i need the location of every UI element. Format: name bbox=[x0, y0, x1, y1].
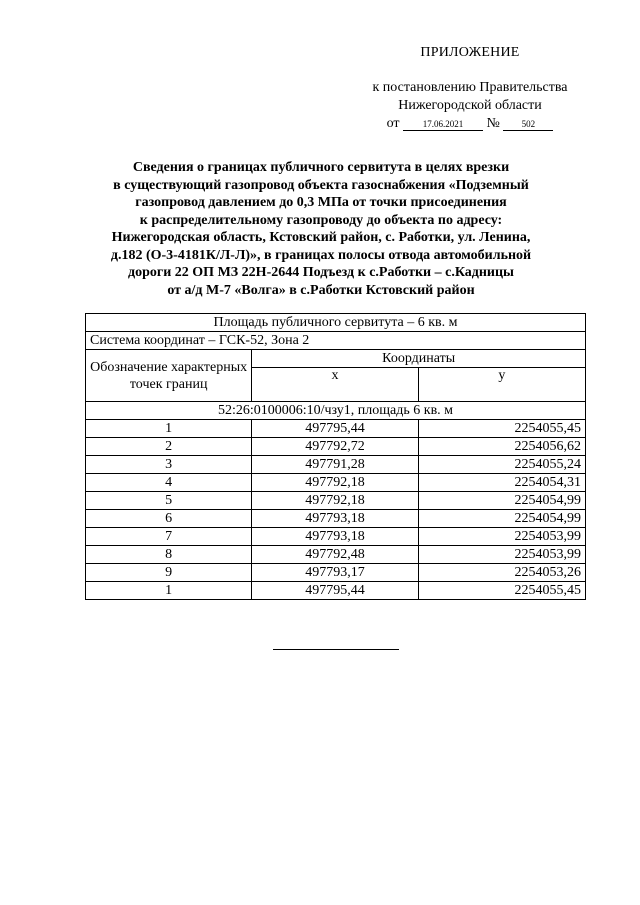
cell-x: 497793,18 bbox=[252, 510, 418, 528]
cell-point: 2 bbox=[86, 438, 252, 456]
cell-x: 497793,18 bbox=[252, 528, 418, 546]
cell-y: 2254054,31 bbox=[418, 474, 585, 492]
system-row bbox=[86, 332, 586, 350]
coordinates-table bbox=[85, 313, 586, 600]
cell-y: 2254055,45 bbox=[418, 582, 585, 600]
appendix-line-1: к постановлению Правительства bbox=[372, 80, 568, 95]
cell-y: 2254056,62 bbox=[418, 438, 585, 456]
cell-x: 497792,18 bbox=[252, 492, 418, 510]
cell-x: 497792,18 bbox=[252, 474, 418, 492]
area-row bbox=[86, 314, 586, 332]
header-x-cell: x bbox=[252, 368, 418, 402]
header-coords-cell: Координаты bbox=[252, 350, 586, 368]
appendix-date-line bbox=[340, 115, 600, 133]
cell-x: 497791,28 bbox=[252, 456, 418, 474]
heading-line: Сведения о границах публичного сервитута в целях врезки bbox=[132, 160, 510, 175]
table-row bbox=[86, 564, 586, 582]
cell-point: 4 bbox=[86, 474, 252, 492]
cell-x: 497793,17 bbox=[252, 564, 418, 582]
table-row bbox=[86, 510, 586, 528]
appendix-block bbox=[340, 44, 600, 133]
cell-x: 497792,72 bbox=[252, 438, 418, 456]
cell-y: 2254054,99 bbox=[418, 492, 585, 510]
cell-point: 1 bbox=[86, 420, 252, 438]
heading-line: газопровод давлением до 0,3 МПа от точки присоединения bbox=[135, 195, 507, 210]
heading-line: дороги 22 ОП МЗ 22Н-2644 Подъезд к с.Работки – с.Кадницы bbox=[128, 265, 514, 280]
document-heading bbox=[90, 159, 552, 299]
cell-point: 7 bbox=[86, 528, 252, 546]
table-row bbox=[86, 456, 586, 474]
cell-x: 497795,44 bbox=[252, 582, 418, 600]
table-row bbox=[86, 528, 586, 546]
cell-point: 3 bbox=[86, 456, 252, 474]
date-prefix: от bbox=[386, 116, 400, 131]
date-value: 17.06.2021 bbox=[403, 118, 483, 131]
header-y-cell: y bbox=[418, 368, 585, 402]
parcel-row bbox=[86, 402, 586, 420]
cell-x: 497792,48 bbox=[252, 546, 418, 564]
heading-line: Нижегородская область, Кстовский район, с. Работки, ул. Ленина, bbox=[111, 230, 531, 245]
appendix-line-2: Нижегородской области bbox=[398, 98, 542, 113]
heading-line: от а/д М-7 «Волга» в с.Работки Кстовский район bbox=[167, 282, 475, 298]
table-row bbox=[86, 582, 586, 600]
number-prefix: № bbox=[486, 116, 500, 131]
coordinate-rows bbox=[86, 420, 586, 600]
heading-line: в существующий газопровод объекта газоснабжения «Подземный bbox=[113, 177, 529, 193]
cell-point: 8 bbox=[86, 546, 252, 564]
table-row bbox=[86, 474, 586, 492]
cell-y: 2254054,99 bbox=[418, 510, 585, 528]
table-row bbox=[86, 546, 586, 564]
cell-x: 497795,44 bbox=[252, 420, 418, 438]
parcel-cell: 52:26:0100006:10/чзу1, площадь 6 кв. м bbox=[86, 402, 586, 420]
number-value: 502 bbox=[503, 118, 553, 131]
cell-point: 5 bbox=[86, 492, 252, 510]
heading-line: к распределительному газопроводу до объекта по адресу: bbox=[139, 212, 503, 228]
cell-point: 1 bbox=[86, 582, 252, 600]
footer-rule bbox=[273, 649, 399, 650]
header-row-1 bbox=[86, 350, 586, 368]
table-row bbox=[86, 438, 586, 456]
cell-y: 2254055,24 bbox=[418, 456, 585, 474]
cell-y: 2254053,99 bbox=[418, 546, 585, 564]
cell-point: 6 bbox=[86, 510, 252, 528]
system-cell: Система координат – ГСК-52, Зона 2 bbox=[86, 332, 586, 350]
cell-y: 2254053,99 bbox=[418, 528, 585, 546]
cell-y: 2254055,45 bbox=[418, 420, 585, 438]
table-row bbox=[86, 492, 586, 510]
area-cell: Площадь публичного сервитута – 6 кв. м bbox=[86, 314, 586, 332]
table-row bbox=[86, 420, 586, 438]
heading-line: д.182 (О-3-4181К/Л-Л)», в границах полосы отвода автомобильной bbox=[110, 247, 532, 263]
header-points-cell: Обозначение характерных точек границ bbox=[86, 350, 252, 402]
cell-y: 2254053,26 bbox=[418, 564, 585, 582]
appendix-title: ПРИЛОЖЕНИЕ bbox=[420, 45, 520, 60]
cell-point: 9 bbox=[86, 564, 252, 582]
